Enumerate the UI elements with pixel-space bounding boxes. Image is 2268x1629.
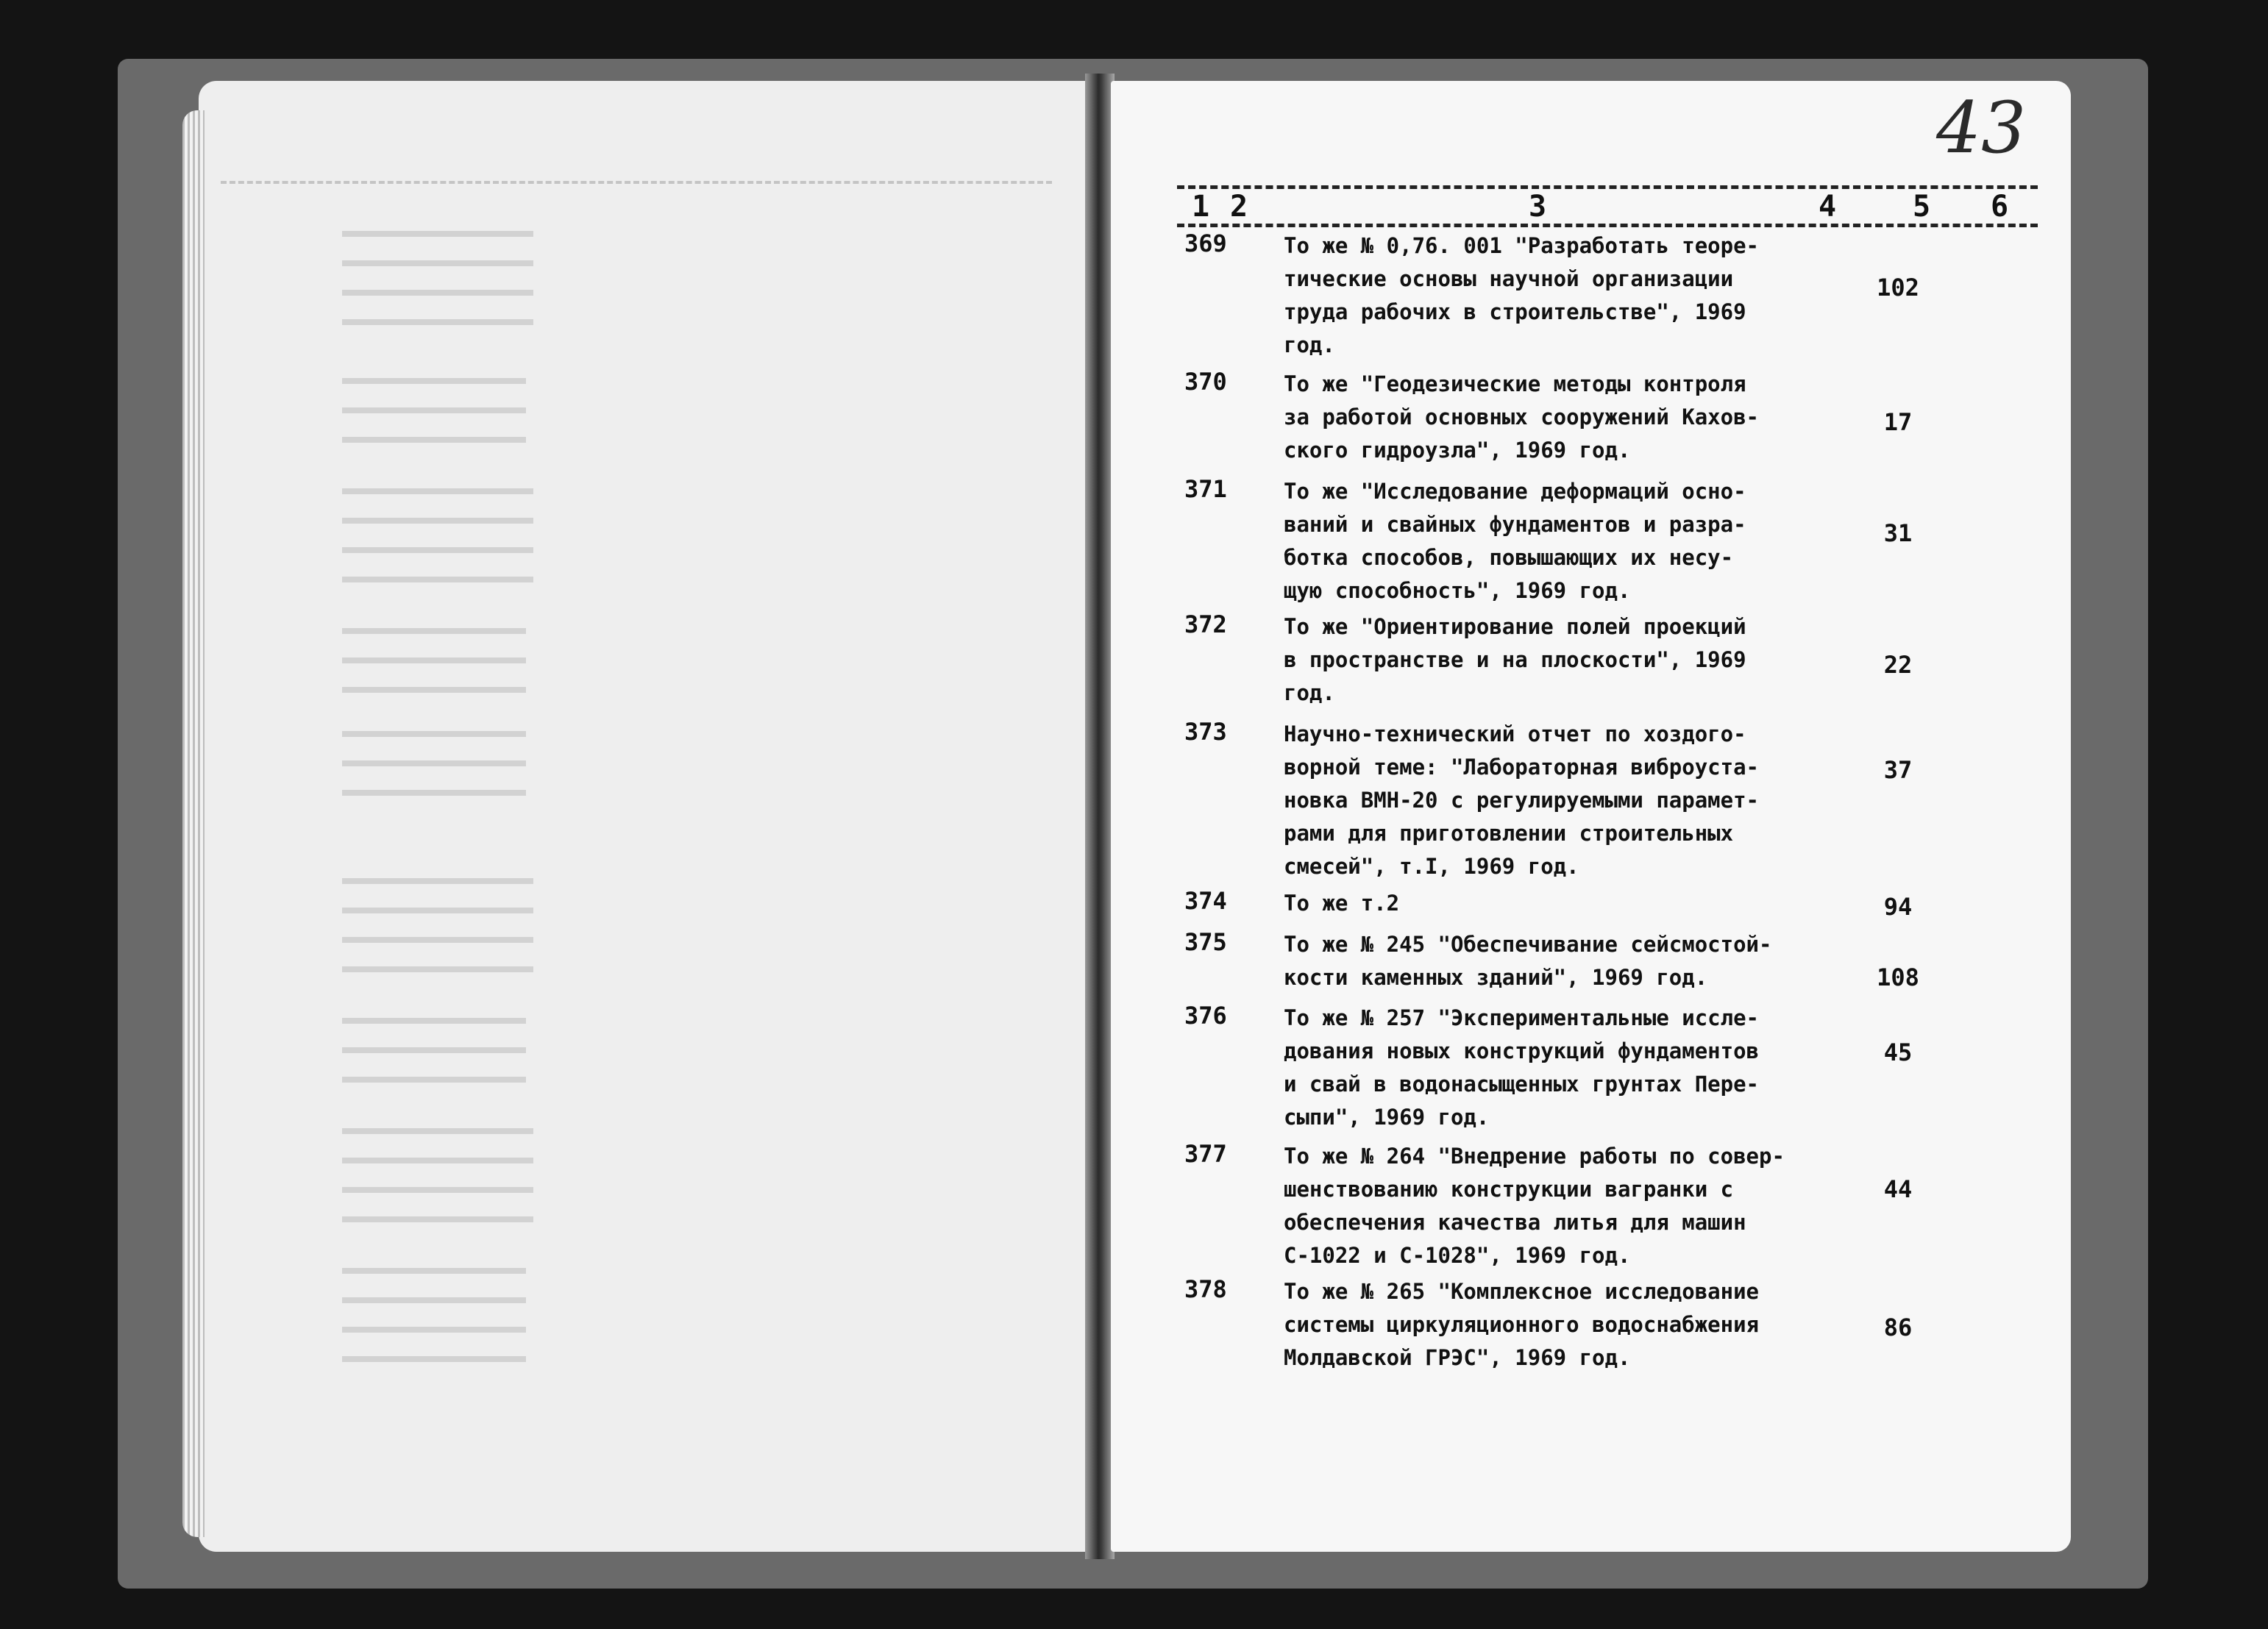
column-header-6: 6 (1991, 190, 2009, 224)
entry-count: 22 (1883, 651, 1913, 679)
ghost-text-block (342, 1008, 526, 1088)
entry-count: 86 (1883, 1313, 1913, 1341)
page-number: 43 (1936, 87, 2027, 169)
column-header-5: 5 (1913, 190, 1931, 224)
ghost-text-block (342, 721, 526, 809)
column-header-4: 4 (1819, 190, 1837, 224)
entry-title: То же № 245 "Обеспечивание сейсмостой- кости каменных зданий", 1969 год. (1284, 932, 1772, 990)
entry-title: Научно-технический отчет по хоздого- ворной теме: "Лабораторная виброуста- новка ВМН-20 с регулируемыми парамет- рами для приготовлении строительных смесей", т.I, 1969 год. (1284, 721, 1760, 879)
page-edges (182, 110, 205, 1537)
entry-number: 373 (1184, 718, 1227, 746)
entry-number: 374 (1184, 887, 1227, 915)
ghost-text-block (342, 1258, 526, 1375)
entry-number: 372 (1184, 610, 1227, 638)
ghost-text-block (342, 221, 533, 346)
column-header-1: 1 (1192, 190, 1210, 224)
entry-number: 375 (1184, 928, 1227, 956)
column-header-3: 3 (1529, 190, 1547, 224)
entry-title: То же № 265 "Комплексное исследование системы циркуляционного водоснабжения Молдавской ГРЭС", 1969 год. (1284, 1279, 1760, 1370)
entry-count: 45 (1883, 1038, 1913, 1066)
entry-count: 31 (1883, 519, 1913, 547)
ghost-text-block (342, 618, 526, 706)
entry-title: То же "Исследование деформаций осно- ваний и свайных фундаментов и разра- ботка способов, повышающих их несу- щую способность", 1969 год. (1284, 479, 1746, 603)
header-rule-top (1177, 185, 2038, 189)
entry-title: То же "Геодезические методы контроля за работой основных сооружений Кахов- ского гидроузла", 1969 год. (1284, 371, 1760, 463)
entry-number: 370 (1184, 368, 1227, 396)
entry-count: 102 (1877, 274, 1919, 302)
left-page (199, 81, 1092, 1552)
entry-number: 378 (1184, 1275, 1227, 1303)
entry-title: То же "Ориентирование полей проекций в пространстве и на плоскости", 1969 год. (1284, 614, 1746, 705)
ghost-text-block (342, 478, 533, 603)
entry-number: 376 (1184, 1002, 1227, 1030)
entry-number: 377 (1184, 1140, 1227, 1168)
left-page-ghost-rule (221, 181, 1052, 184)
entry-title: То же № 264 "Внедрение работы по совер- шенствованию конструкции вагранки с обеспечения качества литья для машин С-1022 и С-1028", 1969 год. (1284, 1144, 1785, 1268)
header-rule-bottom (1177, 224, 2038, 227)
ghost-text-block (342, 1118, 533, 1243)
entry-count: 108 (1877, 963, 1919, 991)
column-header-2: 2 (1230, 190, 1248, 224)
entry-number: 371 (1184, 475, 1227, 503)
entry-title: То же № 257 "Экспериментальные иссле- дования новых конструкций фундаментов и свай в водонасыщенных грунтах Пере- сыпи", 1969 год. (1284, 1005, 1760, 1130)
entry-count: 44 (1883, 1175, 1913, 1203)
ghost-text-block (342, 868, 533, 993)
entry-count: 37 (1883, 756, 1913, 784)
entry-number: 369 (1184, 229, 1227, 257)
ghost-text-block (342, 368, 526, 456)
entry-title: То же № 0,76. 001 "Разработать теоре- тические основы научной организации труда рабочих в строительстве", 1969 год. (1284, 233, 1760, 357)
entry-count: 17 (1883, 408, 1913, 436)
entry-title: То же т.2 (1284, 891, 1400, 916)
book-spine (1085, 74, 1115, 1559)
entry-count: 94 (1883, 893, 1913, 921)
